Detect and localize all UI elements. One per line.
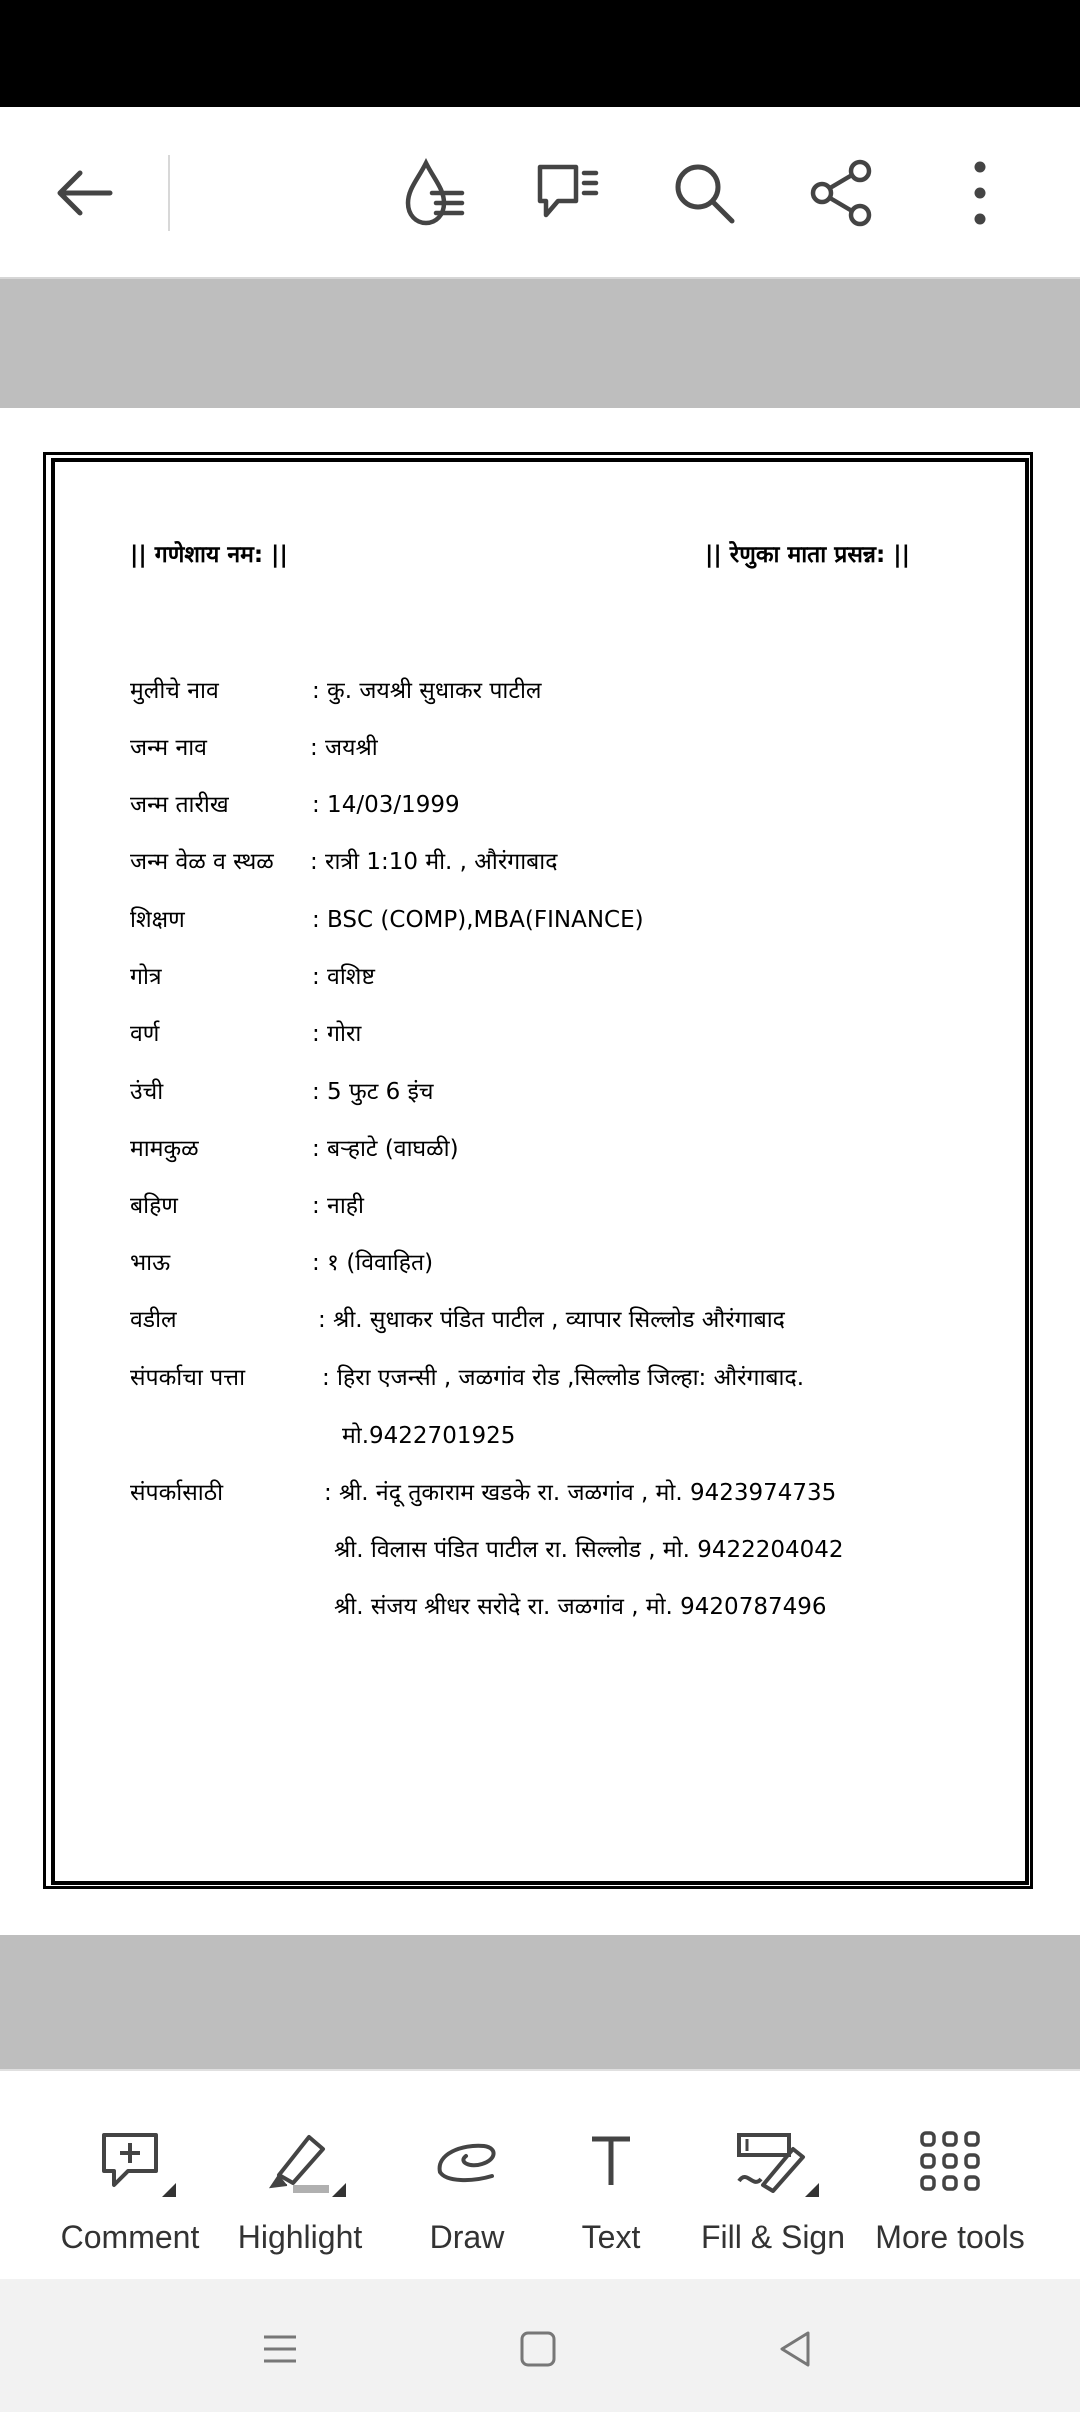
field-value: श्री. संजय श्रीधर सरोदे रा. जळगांव , मो. 9420787496: [334, 1594, 827, 1620]
top-toolbar: [0, 107, 1080, 279]
tool-more-tools[interactable]: [870, 2071, 1030, 2281]
share-icon: [806, 157, 878, 229]
field-label: जन्म वेळ व स्थळ: [130, 849, 274, 875]
field-value: : 5 फुट 6 इंच: [312, 1079, 434, 1105]
dropdown-corner-icon: [162, 2183, 176, 2197]
tool-more-tools-label: More tools: [875, 2219, 1025, 2255]
field-label: उंची: [130, 1079, 164, 1105]
share-button[interactable]: [796, 147, 888, 239]
more-vertical-icon: [960, 157, 1000, 229]
dropdown-corner-icon: [805, 2183, 819, 2197]
field-label: शिक्षण: [130, 907, 185, 933]
field-value: : वशिष्ट: [312, 964, 375, 990]
document-border-inner: [51, 458, 1029, 1885]
tool-text-label: Text: [581, 2219, 641, 2255]
status-bar: [0, 0, 1080, 107]
field-value: : रात्री 1:10 मी. , औरंगाबाद: [310, 849, 558, 875]
field-value: : श्री. सुधाकर पंडित पाटील , व्यापार सिल्लोड औरंगाबाद: [318, 1307, 785, 1333]
field-value: : श्री. नंदू तुकाराम खडके रा. जळगांव , मो. 9423974735: [324, 1480, 837, 1506]
more-options-button[interactable]: [934, 147, 1026, 239]
highlighter-icon: [250, 2121, 350, 2201]
arrow-left-icon: [52, 161, 116, 225]
tool-highlight[interactable]: [230, 2071, 370, 2281]
field-value: : 14/03/1999: [312, 792, 460, 818]
toolbar-divider: [168, 155, 170, 231]
field-label: बहिण: [130, 1193, 178, 1219]
text-icon: [561, 2121, 661, 2201]
tool-highlight-label: Highlight: [237, 2219, 363, 2255]
tool-draw-label: Draw: [429, 2219, 505, 2255]
field-label: मामकुळ: [130, 1136, 199, 1162]
comment-add-icon: [80, 2121, 180, 2201]
field-label: जन्म नाव: [130, 735, 207, 761]
search-icon: [668, 157, 740, 229]
field-label: भाऊ: [130, 1250, 171, 1276]
dropdown-corner-icon: [332, 2183, 346, 2197]
comment-list-icon: [530, 155, 606, 231]
header-left: || गणेशाय नम: ||: [130, 542, 288, 568]
home-icon: [518, 2329, 558, 2369]
search-button[interactable]: [658, 147, 750, 239]
back-triangle-icon: [776, 2329, 816, 2369]
liquid-mode-button[interactable]: [388, 147, 480, 239]
field-label: गोत्र: [130, 964, 162, 990]
field-value: : हिरा एजन्सी , जळगांव रोड ,सिल्लोड जिल्हा: औरंगाबाद.: [322, 1365, 805, 1391]
field-value: : नाही: [312, 1193, 364, 1219]
field-value: : BSC (COMP),MBA(FINANCE): [312, 907, 644, 933]
field-label: मुलीचे नाव: [130, 678, 219, 704]
header-right: || रेणुका माता प्रसन्न: ||: [705, 542, 911, 568]
grid-icon: [900, 2121, 1000, 2201]
menu-icon: [260, 2329, 300, 2369]
field-value: : जयश्री: [310, 735, 378, 761]
nav-home-button[interactable]: [498, 2309, 578, 2389]
field-label: संपर्कासाठी: [130, 1480, 224, 1506]
field-value: मो.9422701925: [342, 1423, 516, 1449]
back-button[interactable]: [38, 147, 130, 239]
liquid-mode-icon: [396, 155, 472, 231]
field-label: वडील: [130, 1307, 177, 1333]
field-value: : गोरा: [312, 1021, 362, 1047]
bottom-toolbar: [0, 2069, 1080, 2281]
tool-comment[interactable]: [60, 2071, 200, 2281]
field-value: : कु. जयश्री सुधाकर पाटील: [312, 678, 542, 704]
page-gap-top: [0, 279, 1080, 408]
fill-sign-icon: [723, 2121, 823, 2201]
draw-icon: [417, 2121, 517, 2201]
tool-comment-label: Comment: [60, 2219, 200, 2255]
nav-recents-button[interactable]: [240, 2309, 320, 2389]
system-nav-bar: [0, 2279, 1080, 2412]
field-label: संपर्काचा पत्ता: [130, 1365, 246, 1391]
tool-fill-sign-label: Fill & Sign: [700, 2219, 846, 2255]
nav-back-button[interactable]: [756, 2309, 836, 2389]
field-label: जन्म तारीख: [130, 792, 229, 818]
field-value: श्री. विलास पंडित पाटील रा. सिल्लोड , मो. 9422204042: [334, 1537, 844, 1563]
field-label: वर्ण: [130, 1021, 160, 1047]
tool-text[interactable]: [556, 2071, 666, 2281]
tool-draw[interactable]: [400, 2071, 534, 2281]
tool-fill-sign[interactable]: [690, 2071, 856, 2281]
page-gap-bottom: [0, 1935, 1080, 2069]
field-value: : बऱ्हाटे (वाघळी): [312, 1136, 459, 1162]
comment-list-button[interactable]: [522, 147, 614, 239]
field-value: : १ (विवाहित): [312, 1250, 434, 1276]
